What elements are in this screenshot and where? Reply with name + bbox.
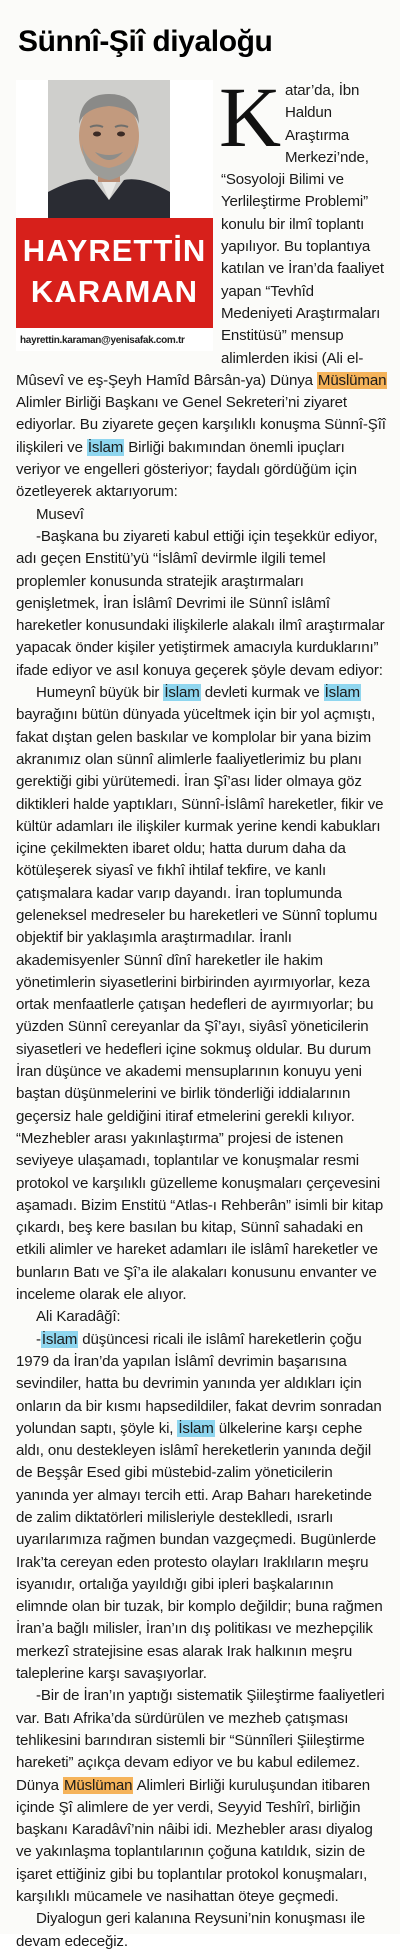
article-paragraph (16, 526, 388, 682)
paragraph-text: Ali Karadâğî: (36, 1308, 121, 1326)
paragraph-text: -Başkana bu ziyareti kabul ettiği için teşekkür ediyor, adı geçen Enstitü’yü “İslâmî devirmle ilgili temel proplemler konusunda stratejik araştırmaları genişletmek, İran İslâmî Devrimi ile Sünnî islâmî hareketler konusundaki ilişkilerle alakalı ilmî araştırmalar yapacak önder kişiler yetiştirmek amacıyla kurduklarını” ifade ediyor ve asıl konuya geçerek şöyle devam ediyor: (16, 527, 385, 679)
drop-cap: K (219, 69, 281, 165)
article-paragraph (16, 682, 388, 1306)
paragraph-text: -Bir de İran’ın yaptığı sistematik Şiileştirme faaliyetleri var. Batı Afrika’da sürdürülen ve mezheb çatışması tehlikesini barındıran sistemli bir “Sünnîleri Şiileştirme hareketi” açıkça devam ediyor ve bu kabul edilemez. Dünya (16, 1687, 385, 1794)
paragraph-text: ülkelerine karşı cephe aldı, onu destekleyen islâmî hereketlerin yanında değil de Beşşâr Esed gibi müstebid-zalim yöneticilerin yanında yer almayı tercih etti. Arap Baharı hareketinde de zalim diktatörleri milisleriyle desteklledi, ısrarlı uyarılarımıza rağmen bundan vazgeçmedi. Bugünlerde Irak’ta cereyan eden protesto olayları Iraklıların meşru isyanıdır, ortalığa yayıldığı gibi ipleri başkalarının elimnde olan bir tuzak, bir komplo değildir; buna rağmen İran’a bağlı milisler, İran’ın dış politikası ve mezhepçilik merkezî stratejisine esas alarak Irak halkının meşru taleplerine karşı savaşıyorlar. (16, 1419, 383, 1683)
author-portrait-image (48, 80, 170, 220)
article-title: Sünnî-Şiî diyaloğu (18, 25, 273, 58)
author-name-last: KARAMAN (30, 274, 199, 309)
paragraph-text: Diyalogun geri kalanına Reysuni’nin konuşması ile devam edeceğiz. (16, 1910, 366, 1950)
article-paragraph (16, 1908, 388, 1953)
article-paragraph (16, 504, 388, 526)
paragraph-text: Musevî (36, 505, 84, 523)
article-paragraph (16, 1306, 388, 1328)
highlighted-term: İslam (164, 684, 200, 702)
author-photo (48, 80, 170, 220)
paragraph-text: Alimler Birliği Başkanı ve Genel Sekreteri’ni ziyaret ediyorlar. Bu ziyarete geçen karşılıklı konuşma Sünnî-Şîî ilişkileri ve (16, 394, 386, 456)
author-name-band (16, 218, 213, 328)
paragraph-text: Birliği bakımından önemli ipuçları veriyor ve engelleri gösteriyor; faydalı gördüğüm için özetleyerek aktarıyorum: (16, 438, 357, 501)
paragraph-text: bayrağını bütün dünyada yüceltmek için bir yol açmıştı, fakat dıştan gelen baskılar ve komplolar bir yana bizim akranımız olan sünnî alimlerle faaliyetlerimiz bu planı gerektiği gibi yürütemedi. İran Şî’ası lider olmaya göz diktikleri halde yaptıkları, Sünnî-İslâmî hareketler, fikir ve kültür adamları ile ilişkiler kurmak yerine kendi kabukları içine çekilmekten ibaret oldu; hatta durum daha da kötüleşerek siyasî ve fıkhî ihtilaf tekfire, ve kanlı çatışmalara kadar varıp dayandı. İran toplumunda geleneksel medreseler bu hareketleri ve Sünnî toplumu objektif bir yaklaşımla araştırmadılar. İranlı akademisyenler Sünnî dînî hareketler ile hakim yönetimlerin siyasetlerini birbirinden ayırmıyorlar, keza ortak menfaatlerle çatışan hedefleri de ayırmıyorlar; bu yüzden Sünnî cereyanlar da Şî’ayı, siyâsî yöneticilerin siyasetleri ve hedefleri içine sokmuş oldular. Bu durum İran düşünce ve akademi mensuplarının konuyu yeni baştan düşünmelerini ve birlik tönderliği iddialarının geçersiz hale geldiğini itiraf etmelerini gerekli kılıyor. “Mezhebler arası yakınlaştırma” projesi de istenen seviyeye ulaşamadı, toplantılar ve konuşmalar resmi protokol ve karşılıklı güzelleme konuşmaları çerçevesini aşamadı. Bizim Enstitü “Atlas-ı Rehberân” isimli bir kitap çıkardı, beş kere basılan bu kitap, Sünnî sahadaki en etkili alimler ve hareket adamları ile islâmî hareketler ve bunların Batı ve Şî’a ile alakaları konusunu envanter ve inceleme olarak ele alıyor. (16, 706, 384, 1304)
author-name-first: HAYRETTİN (22, 233, 207, 268)
paragraph-text: devleti kurmak ve (200, 684, 324, 702)
highlighted-term: İslam (87, 438, 124, 456)
highlighted-term: İslam (41, 1330, 78, 1348)
highlighted-term: İslam (178, 1419, 214, 1437)
paragraph-text: - (36, 1330, 41, 1348)
paragraph-text: Alimleri Birliği kuruluşundan itibaren içinde Şî alimlere de yer verdi, Seyyid Teshîrî, birliğin başkanı Karadâvî’nin nâibi idi. Mezhebler arası diyalog ve yakınlaşma toplantılarının çoğuna katıldık, sizin de işaret ettiğiniz gibi bu toplantılar protokol konuşmaları, karşılıklı mücamele ve nasihattan öteye geçmedi. (16, 1776, 373, 1906)
article-body (16, 69, 388, 1953)
paragraph-text: Humeynî büyük bir (36, 684, 164, 702)
article-paragraph (16, 1685, 388, 1908)
article-paragraph (16, 1329, 388, 1686)
highlighted-term: Müslüman (63, 1776, 133, 1794)
author-email: hayrettin.karaman@yenisafak.com.tr (20, 335, 185, 346)
paragraph-text: atar’da, İbn Haldun Araştırma Merkezi’nde, “Sosyoloji Bilimi ve Yerlileştirme Problemi” konulu bir ilmî toplantı yapılıyor. Bu toplantıya katılan ve İran’da faaliyet yapan “Tevhîd Medeniyeti Araştırmaları Enstitüsü” mensup alimlerden ikisi (Ali el-Mûsevî ve eş-Şeyh Hamîd Bârsân-ya) Dünya (16, 82, 384, 389)
highlighted-term: İslam (324, 684, 360, 702)
paragraph-text: düşüncesi ricali ile islâmî hareketlerin çoğu 1979 da İran’da yapılan İslâmî devrimin başarısına sevindiler, hatta bu devrimin yanında yer aldıkları için onların da bir kısmı hapsedildiler, fakat devrim sonradan yolundan saptı, şöyle ki, (16, 1330, 382, 1437)
author-box (16, 80, 213, 351)
highlighted-term: Müslüman (317, 371, 387, 389)
